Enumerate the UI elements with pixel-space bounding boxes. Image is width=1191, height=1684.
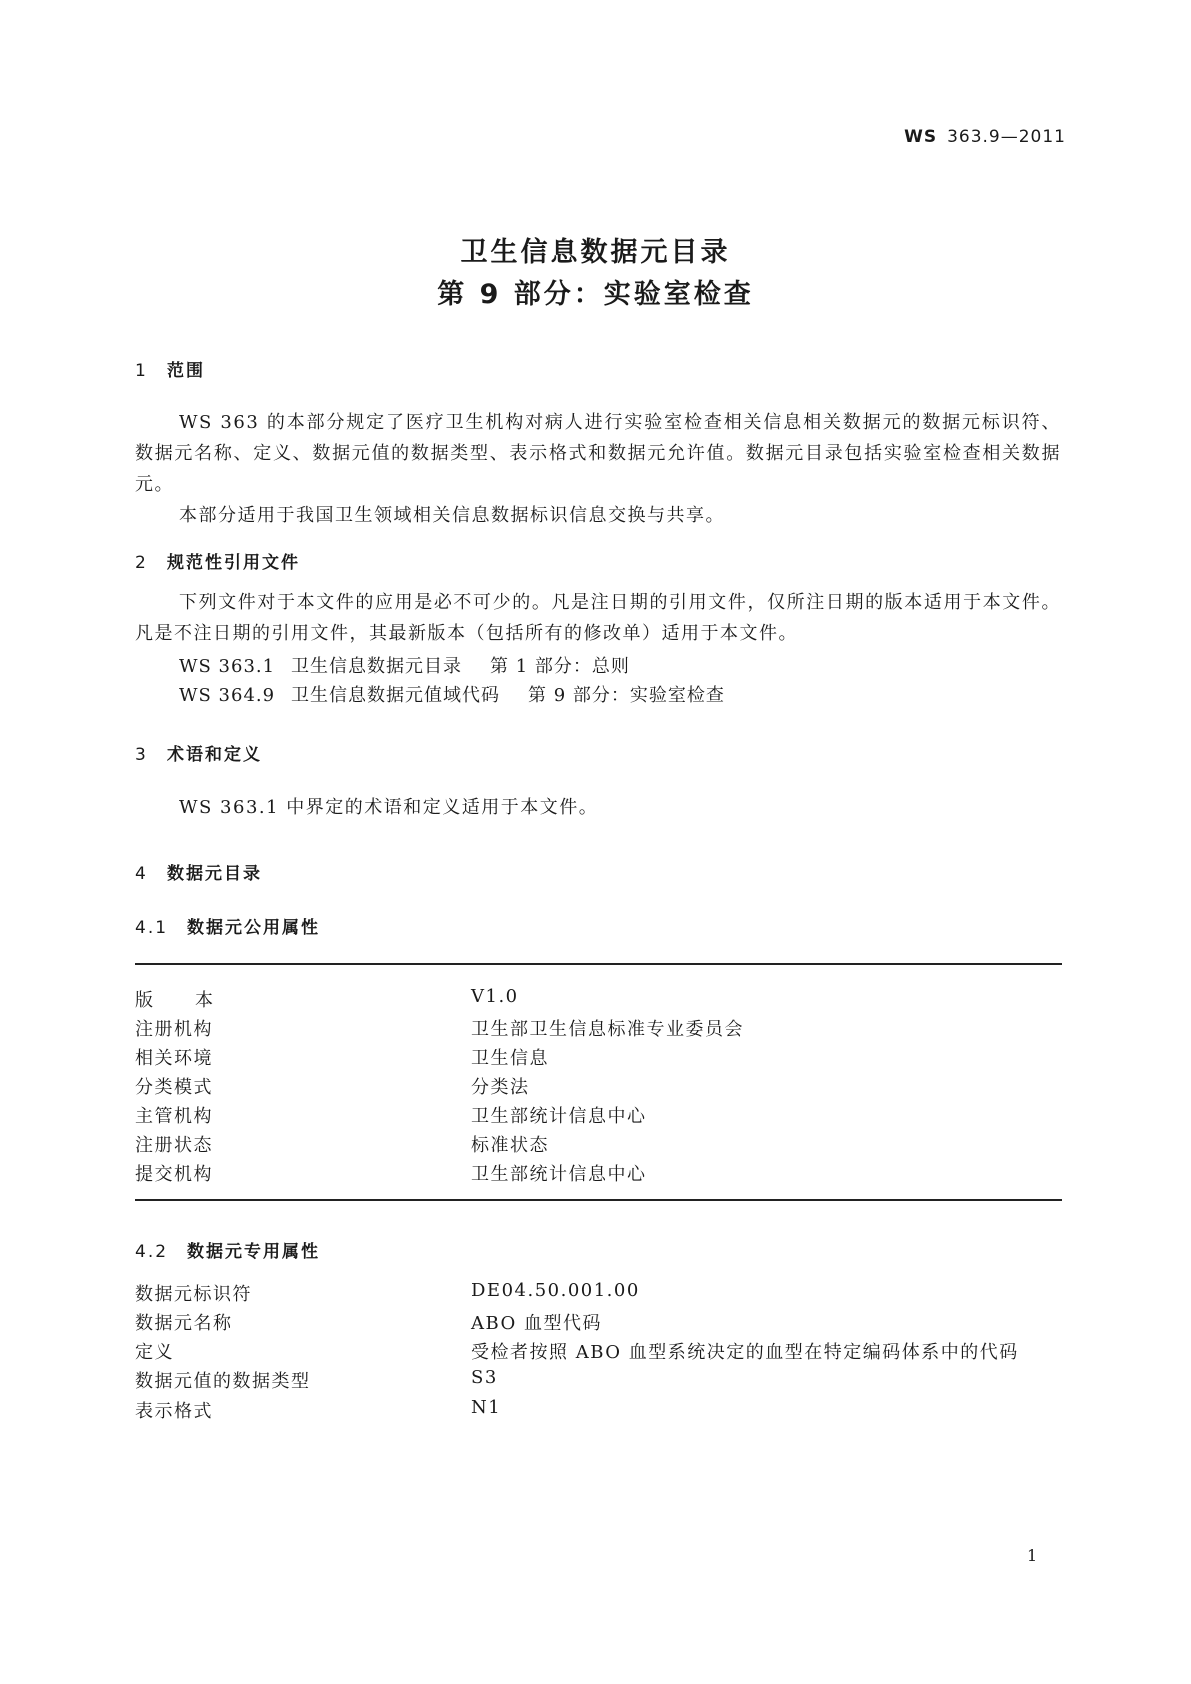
attribute-label: 数据元值的数据类型	[135, 1371, 311, 1392]
attribute-label: 数据元名称	[135, 1313, 233, 1334]
section-1-paragraph-2: 本部分适用于我国卫生领域相关信息数据标识信息交换与共享。	[179, 505, 725, 526]
section-1-paragraph-1: WS 363 的本部分规定了医疗卫生机构对病人进行实验室检查相关信息相关数据元的数据元标识符、数据元名称、定义、数据元值的数据类型、表示格式和数据元允许值。数据元目录包括实验室检查相关数据元。	[135, 412, 1061, 495]
section-4-heading	[135, 859, 262, 884]
reference-code: WS 363.1	[179, 656, 276, 677]
section-title: 术语和定义	[167, 745, 262, 765]
standard-code	[904, 127, 1066, 147]
attribute-value: V1.0	[471, 986, 519, 1007]
standard-number: 363.9—2011	[947, 127, 1066, 147]
reference-part: 第 9 部分：实验室检查	[528, 685, 725, 706]
page-number: 1	[1027, 1546, 1038, 1565]
attribute-label: 分类模式	[135, 1077, 213, 1098]
section-4-1-heading	[135, 913, 320, 938]
section-title: 数据元专用属性	[187, 1242, 320, 1262]
section-number: 1	[135, 361, 148, 381]
attribute-label: 注册机构	[135, 1019, 213, 1040]
section-number: 4.1	[135, 918, 169, 938]
attribute-value: 分类法	[471, 1077, 530, 1098]
section-4-2-heading	[135, 1237, 320, 1262]
section-3-heading	[135, 740, 262, 765]
attribute-value: 卫生部卫生信息标准专业委员会	[471, 1019, 744, 1040]
document-title: 卫生信息数据元目录	[460, 237, 731, 268]
attribute-value: 卫生信息	[471, 1048, 549, 1069]
attribute-label: 提交机构	[135, 1164, 213, 1185]
section-number: 4	[135, 864, 148, 884]
document-subtitle: 第 9 部分：实验室检查	[437, 279, 754, 310]
section-title: 数据元公用属性	[187, 918, 320, 938]
attribute-value: 卫生部统计信息中心	[471, 1106, 647, 1127]
attribute-label: 数据元标识符	[135, 1284, 252, 1305]
section-2-heading	[135, 548, 300, 573]
standard-prefix: WS	[904, 127, 938, 147]
attribute-label: 相关环境	[135, 1048, 213, 1069]
reference-item	[179, 652, 630, 678]
section-number: 4.2	[135, 1242, 169, 1262]
attribute-value: DE04.50.001.00	[471, 1280, 640, 1301]
reference-title: 卫生信息数据元目录	[291, 656, 462, 677]
section-number: 2	[135, 553, 148, 573]
attribute-label: 表示格式	[135, 1401, 213, 1422]
attribute-label: 主管机构	[135, 1106, 213, 1127]
attribute-value: S3	[471, 1367, 498, 1388]
attribute-value: 受检者按照 ABO 血型系统决定的血型在特定编码体系中的代码	[471, 1342, 1019, 1363]
section-2-paragraph: 下列文件对于本文件的应用是必不可少的。凡是注日期的引用文件，仅所注日期的版本适用于本文件。凡是不注日期的引用文件，其最新版本（包括所有的修改单）适用于本文件。	[135, 592, 1061, 644]
section-1-heading	[135, 356, 205, 381]
section-number: 3	[135, 745, 148, 765]
attribute-value: 标准状态	[471, 1135, 549, 1156]
attribute-label: 版本	[135, 990, 255, 1011]
attribute-value: ABO 血型代码	[471, 1313, 603, 1334]
attribute-label: 注册状态	[135, 1135, 213, 1156]
section-3-paragraph: WS 363.1 中界定的术语和定义适用于本文件。	[179, 797, 599, 818]
reference-part: 第 1 部分：总则	[490, 656, 630, 677]
reference-item	[179, 681, 725, 707]
attribute-value: N1	[471, 1397, 502, 1418]
attribute-label: 定义	[135, 1342, 174, 1363]
reference-code: WS 364.9	[179, 685, 276, 706]
table-top-rule	[135, 963, 1062, 965]
attribute-value: 卫生部统计信息中心	[471, 1164, 647, 1185]
section-title: 范围	[167, 361, 205, 381]
section-title: 数据元目录	[167, 864, 262, 884]
section-title: 规范性引用文件	[167, 553, 300, 573]
table-bottom-rule	[135, 1199, 1062, 1201]
reference-title: 卫生信息数据元值域代码	[291, 685, 500, 706]
